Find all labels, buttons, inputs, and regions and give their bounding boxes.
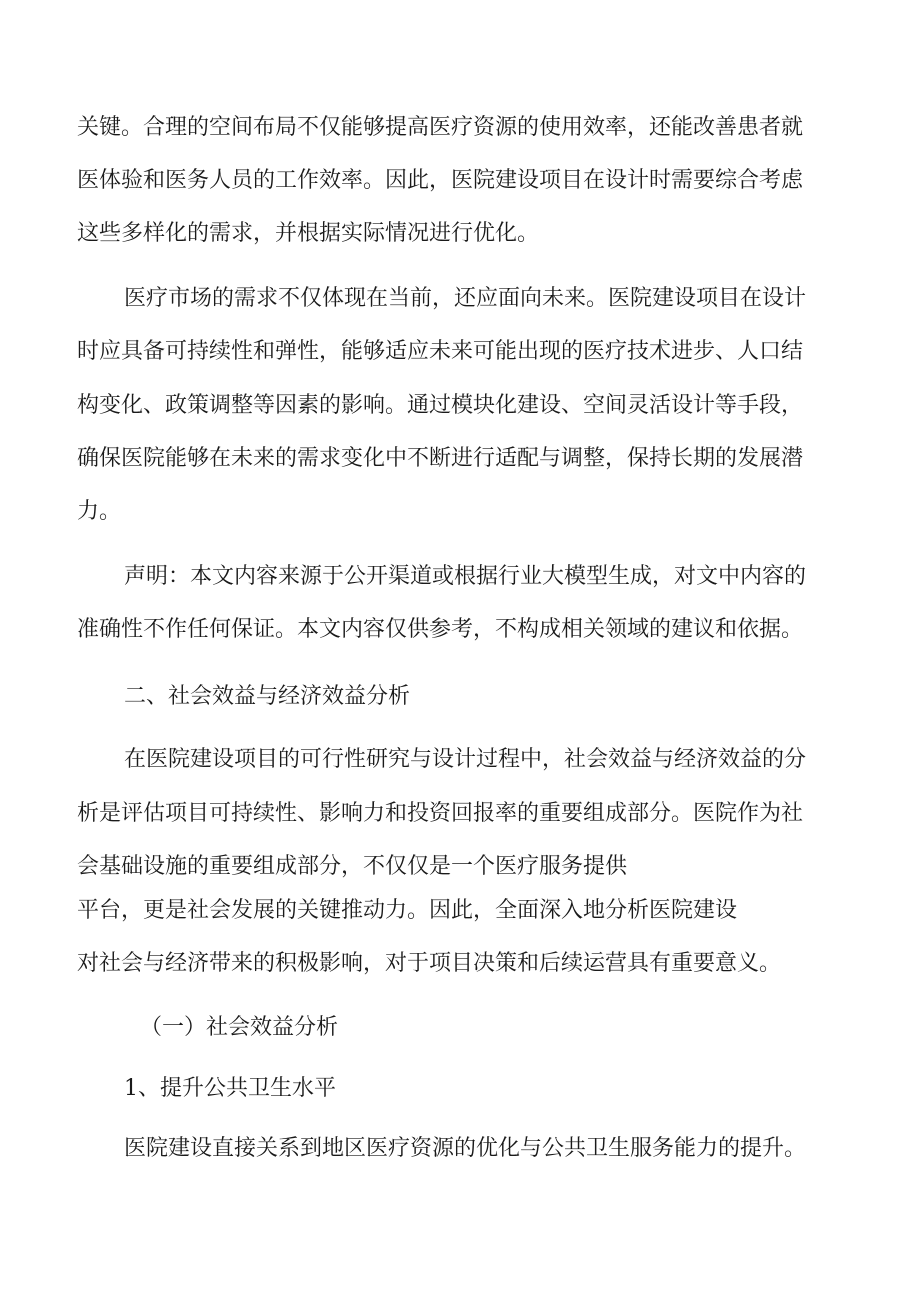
paragraph-line: 析是评估项目可持续性、影响力和投资回报率的重要组成部分。医院作为社	[77, 801, 804, 826]
paragraph-line: 会基础设施的重要组成部分，不仅仅是一个医疗服务提供	[77, 854, 628, 879]
section-heading: 二、社会效益与经济效益分析	[124, 684, 411, 709]
paragraph-line: 关键。合理的空间布局不仅能够提高医疗资源的使用效率，还能改善患者就	[77, 115, 804, 140]
paragraph-line: 构变化、政策调整等因素的影响。通过模块化建设、空间灵活设计等手段，	[77, 393, 804, 418]
disclaimer-line: 准确性不作任何保证。本文内容仅供参考，不构成相关领域的建议和依据。	[77, 617, 804, 642]
paragraph-line: 医院建设直接关系到地区医疗资源的优化与公共卫生服务能力的提升。	[124, 1136, 807, 1161]
paragraph-line: 在医院建设项目的可行性研究与设计过程中，社会效益与经济效益的分	[124, 747, 807, 772]
subsection-heading: （一）社会效益分析	[140, 1015, 339, 1040]
item-heading: 1、提升公共卫生水平	[124, 1076, 336, 1101]
paragraph-line: 确保医院能够在未来的需求变化中不断进行适配与调整，保持长期的发展潜	[77, 446, 804, 471]
paragraph-line: 对社会与经济带来的积极影响，对于项目决策和后续运营具有重要意义。	[77, 951, 782, 976]
disclaimer-line: 声明：本文内容来源于公开渠道或根据行业大模型生成，对文中内容的	[124, 564, 807, 589]
paragraph-line: 医疗市场的需求不仅体现在当前，还应面向未来。医院建设项目在设计	[124, 286, 807, 311]
paragraph-line: 时应具备可持续性和弹性，能够适应未来可能出现的医疗技术进步、人口结	[77, 339, 804, 364]
paragraph-line: 平台，更是社会发展的关键推动力。因此，全面深入地分析医院建设	[77, 898, 738, 923]
paragraph-line: 医体验和医务人员的工作效率。因此，医院建设项目在设计时需要综合考虑	[77, 168, 804, 193]
paragraph-line: 力。	[77, 499, 122, 524]
paragraph-line: 这些多样化的需求，并根据实际情况进行优化。	[77, 221, 540, 246]
